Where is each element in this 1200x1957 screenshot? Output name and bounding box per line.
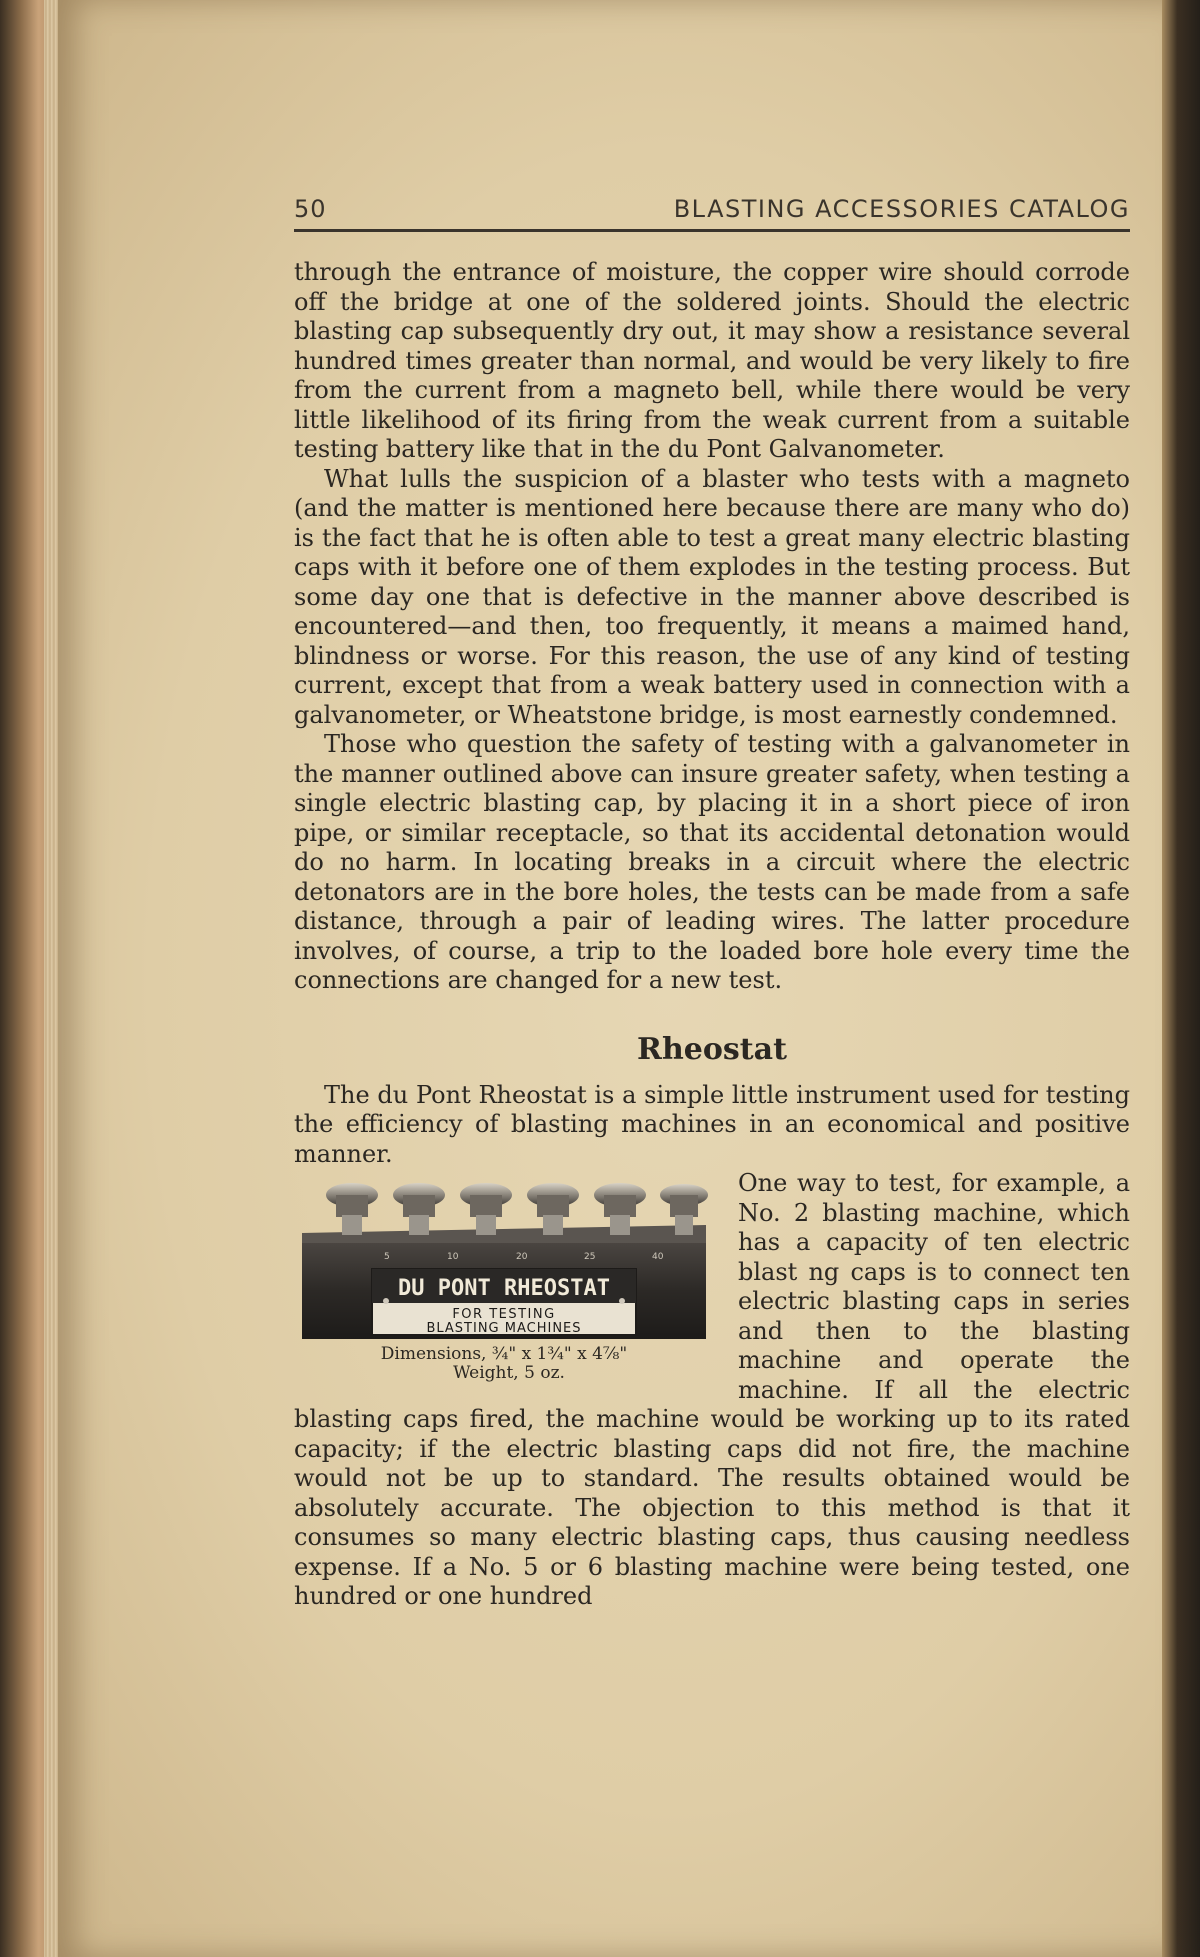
- rheostat-illustration: [294, 1181, 714, 1341]
- screw-icon: [619, 1298, 625, 1304]
- rheostat-drawing: [294, 1181, 714, 1341]
- paragraph-rheostat-test-method: One way to test, for example, a No. 2 blasting machine, which has a capacity of ten electric blast ng caps is to connect ten electric blasting caps in series and then to the blasting machine and operate the machine. If all the electric blasting caps fired, the machine would be working up to its rated capacity; if the electric blasting caps did not fire, the machine would not be up to standard. The results obtained would be absolutely accurate. The objection to this method is that it consumes so many electric blasting caps, thus causing needless expense. If a No. 5 or 6 blasting machine were being tested, one hundred or one hundred: [294, 1169, 1130, 1610]
- paragraph-magneto-warning: What lulls the suspicion of a blaster who tests with a magneto (and the matter is mentioned here because there are many who do) is the fact that he is often able to test a great many electric blasting caps with it before one of them explodes in the testing process. But some day one that is defective in the manner above described is encountered—and then, too frequently, it means a maimed hand, blindness or worse. For this reason, the use of any kind of testing current, except that from a weak battery used in connection with a galvanometer, or Wheatstone bridge, is most earnestly condemned.: [294, 464, 1130, 729]
- page-content: [294, 195, 1130, 1612]
- scale-mark: 25: [584, 1252, 596, 1262]
- knob-icon: [527, 1183, 579, 1235]
- label-sub-text-2: BLASTING MACHINES: [426, 1321, 582, 1336]
- running-head: [294, 195, 1130, 232]
- paragraph-rheostat-intro: The du Pont Rheostat is a simple little instrument used for testing the efficiency of blasting machines in an economical and positive manner.: [294, 1080, 1130, 1168]
- rheostat-figure: [294, 1181, 714, 1383]
- caption-weight: Weight, 5 oz.: [453, 1363, 565, 1383]
- knob-icon: [326, 1183, 378, 1235]
- label-main-text: DU PONT RHEOSTAT: [398, 1276, 610, 1301]
- figure-caption: [294, 1345, 714, 1383]
- caption-dimensions: Dimensions, ¾" x 1¾" x 4⅞": [380, 1344, 628, 1364]
- catalog-title: BLASTING ACCESSORIES CATALOG: [673, 195, 1130, 223]
- scale-mark: 20: [516, 1252, 528, 1262]
- knob-icon: [460, 1183, 512, 1235]
- scale-mark: 5: [384, 1252, 390, 1262]
- scale-mark: 40: [652, 1252, 664, 1262]
- knob-icon: [393, 1183, 445, 1235]
- label-sub-text-1: FOR TESTING: [452, 1307, 556, 1322]
- page-number: 50: [294, 195, 327, 223]
- body-text: [294, 258, 1130, 1612]
- section-heading-rheostat: Rheostat: [637, 1031, 787, 1067]
- book-right-edge: [1162, 0, 1200, 1957]
- scale-mark: 10: [447, 1252, 459, 1262]
- paragraph-galvanometer-safety: Those who question the safety of testing with a galvanometer in the manner outlined above can insure greater safety, when testing a single electric blasting cap, by placing it in a short piece of iron pipe, or similar receptacle, so that its accidental detonation would do no harm. In locating breaks in a circuit where the electric detonators are in the bore holes, the tests can be made from a safe distance, through a pair of leading wires. The latter procedure involves, of course, a trip to the loaded bore hole every time the connections are changed for a new test.: [294, 730, 1130, 994]
- screw-icon: [383, 1298, 389, 1304]
- paragraph-continued: through the entrance of moisture, the copper wire should corrode off the bridge at one of the soldered joints. Should the electric blasting cap subsequently dry out, it may show a resistance several hundred times greater than normal, and would be very likely to fire from the current from a magneto bell, while there would be very little likelihood of its firing from the weak current from a suitable testing battery like that in the du Pont Galvanometer.: [294, 258, 1130, 463]
